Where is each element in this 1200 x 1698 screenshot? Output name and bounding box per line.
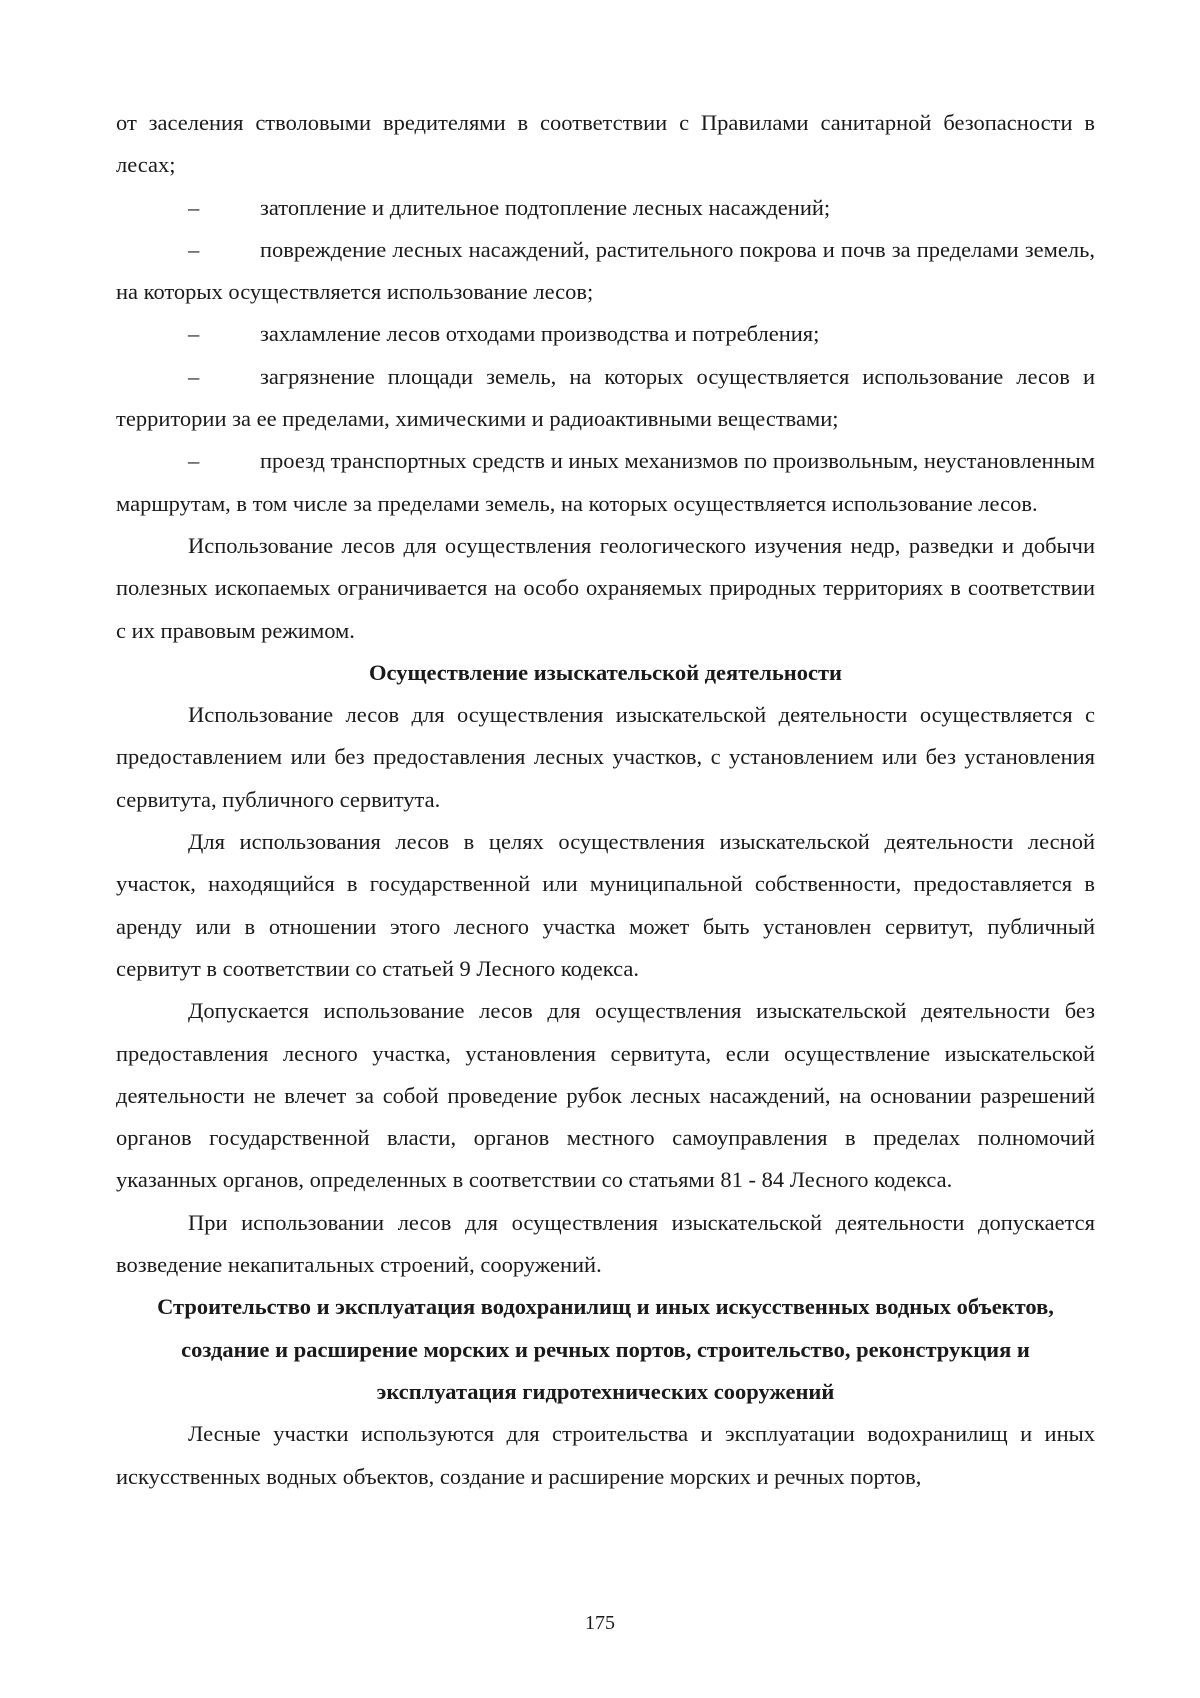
list-item [116, 440, 1095, 525]
list-item [116, 229, 1095, 314]
paragraph: Для использования лесов в целях осуществления изыскательской деятельности лесной участок, находящийся в государственной или муниципальной собственности, предоставляется в аренду или в отношении этого лесного участка может быть установлен сервитут, публичный сервитут в соответствии со статьей 9 Лесного кодекса. [116, 829, 1095, 981]
section-heading: Строительство и эксплуатация водохранилищ и иных искусственных водных объектов, создание и расширение морских и речных портов, строительство, реконструкция и эксплуатация гидротехнических сооружений [157, 1294, 1054, 1404]
paragraph: Допускается использование лесов для осуществления изыскательской деятельности без предоставления лесного участка, установления сервитута, если осуществление изыскательской деятельности не влечет за собой проведение рубок лесных насаждений, на основании разрешений органов государственной власти, органов местного самоуправления в пределах полномочий указанных органов, определенных в соответствии со статьями 81 - 84 Лесного кодекса. [116, 998, 1095, 1193]
page-number: 175 [585, 1612, 615, 1634]
paragraph: Использование лесов для осуществления геологического изучения недр, разведки и добычи полезных ископаемых ограничивается на особо охраняемых природных территориях в соответствии с их правовым режимом. [116, 532, 1095, 643]
paragraph-continuation: от заселения стволовыми вредителями в соответствии с Правилами санитарной безопасности в лесах; [116, 110, 1095, 178]
list-item [116, 356, 1095, 441]
section-heading: Осуществление изыскательской деятельности [369, 659, 842, 685]
dash-marker: – [188, 321, 200, 347]
list-item-text: захламление лесов отходами производства и потребления; [260, 321, 820, 347]
paragraph: Лесные участки используются для строительства и эксплуатации водохранилищ и иных искусственных водных объектов, создание и расширение морских и речных портов, [116, 1421, 1095, 1489]
list-item-text: затопление и длительное подтопление лесных насаждений; [260, 194, 831, 220]
dash-marker: – [188, 236, 200, 262]
paragraph: При использовании лесов для осуществления изыскательской деятельности допускается возведение некапитальных строений, сооружений. [116, 1209, 1095, 1278]
paragraph: Использование лесов для осуществления изыскательской деятельности осуществляется с предоставлением или без предоставления лесных участков, с установлением или без установления сервитута, публичного сервитута. [116, 702, 1095, 812]
list-item [116, 187, 1095, 229]
document-page [116, 102, 1095, 1498]
list-item [116, 313, 1095, 355]
dash-marker: – [188, 194, 200, 220]
list-item-text: повреждение лесных насаждений, растительного покрова и почв за пределами земель, на которых осуществляется использование лесов; [116, 236, 1095, 305]
list-item-text: проезд транспортных средств и иных механизмов по произвольным, неустановленным маршрутам, в том числе за пределами земель, на которых осуществляется использование лесов. [116, 448, 1095, 516]
list-item-text: загрязнение площади земель, на которых осуществляется использование лесов и территории за ее пределами, химическими и радиоактивными веществами; [116, 363, 1095, 432]
dash-marker: – [188, 363, 200, 389]
dash-marker: – [188, 448, 200, 474]
